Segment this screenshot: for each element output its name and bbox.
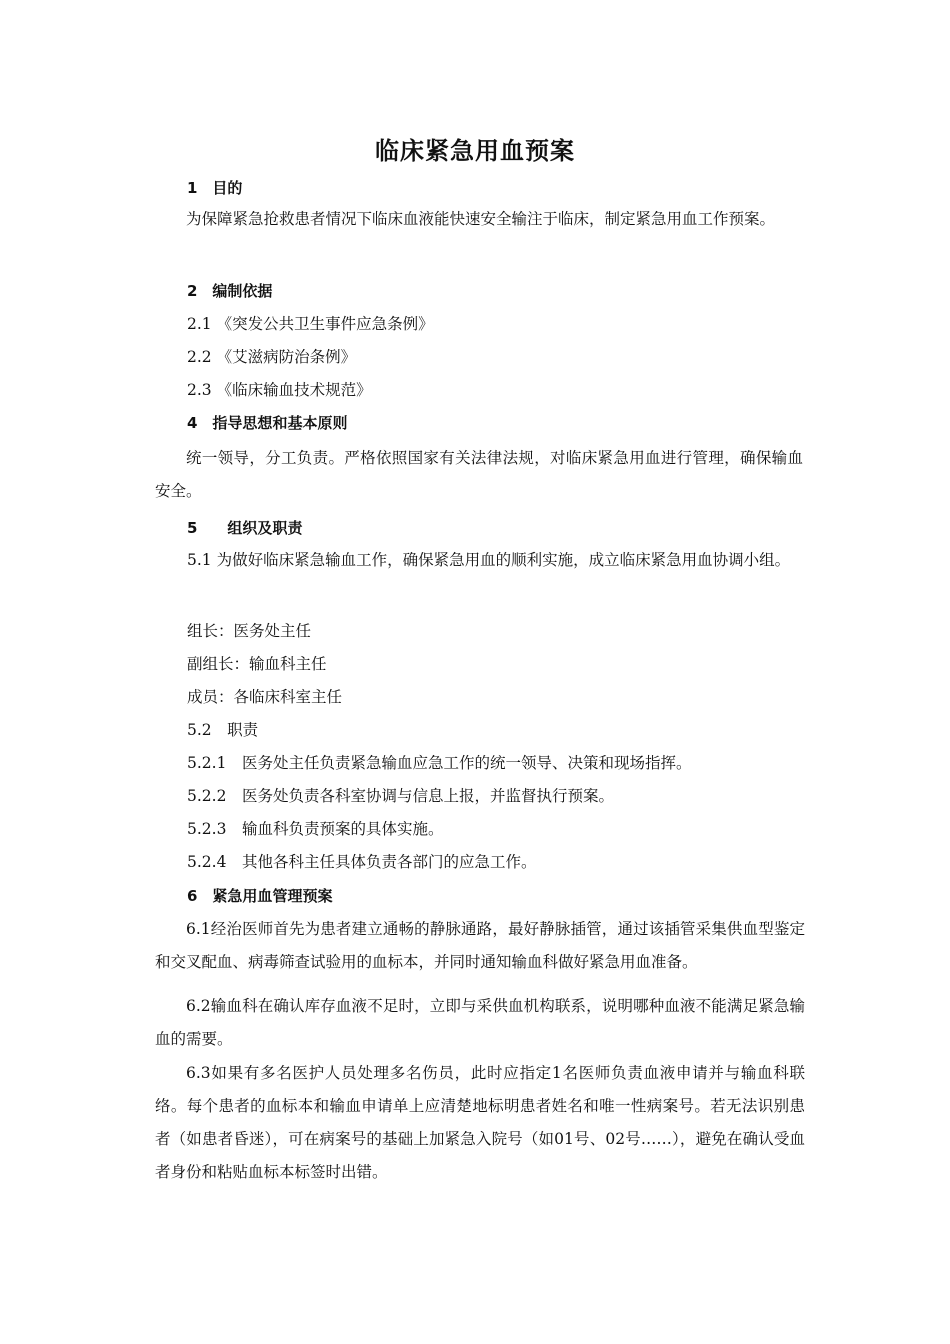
section-6-heading: 6 紧急用血管理预案 (187, 887, 333, 905)
section-2-item: 2.3 《临床输血技术规范》 (187, 381, 372, 399)
document-title: 临床紧急用血预案 (375, 137, 575, 165)
section-4-heading: 4 指导思想和基本原则 (187, 414, 348, 432)
duty-item: 5.2.3 输血科负责预案的具体实施。 (187, 820, 444, 838)
duty-item: 5.2.2 医务处负责各科室协调与信息上报，并监督执行预案。 (187, 787, 614, 805)
section-2-item: 2.1 《突发公共卫生事件应急条例》 (187, 315, 434, 333)
section-1-heading: 1 目的 (187, 179, 243, 197)
duty-item: 5.2.4 其他各科主任具体负责各部门的应急工作。 (187, 853, 537, 871)
section-6-2-text: 6.2输血科在确认库存血液不足时，立即与采供血机构联系，说明哪种血液不能满足紧急输血的需要。 (155, 997, 805, 1048)
section-2-heading: 2 编制依据 (187, 282, 273, 300)
member-deputy: 副组长：输血科主任 (187, 655, 327, 673)
section-5-2-heading: 5.2 职责 (187, 721, 259, 739)
section-6-1-text: 6.1经治医师首先为患者建立通畅的静脉通路，最好静脉插管，通过该插管采集供血型鉴定和交叉配血、病毒筛查试验用的血标本，并同时通知输血科做好紧急用血准备。 (155, 920, 805, 971)
member-staff: 成员：各临床科室主任 (187, 688, 343, 706)
section-6-3-text: 6.3如果有多名医护人员处理多名伤员，此时应指定1名医师负责血液申请并与输血科联络。每个患者的血标本和输血申请单上应清楚地标明患者姓名和唯一性病案号。若无法识别患者（如患者昏迷），可在病案号的基础上加紧急入院号（如01号、02号……），避免在确认受血者身份和粘贴血标本标签时出错。 (155, 1064, 805, 1181)
duty-item: 5.2.1 医务处主任负责紧急输血应急工作的统一领导、决策和现场指挥。 (187, 754, 692, 772)
section-2-item: 2.2 《艾滋病防治条例》 (187, 348, 357, 366)
section-5-heading: 5 组织及职责 (187, 519, 303, 537)
section-1-text: 为保障紧急抢救患者情况下临床血液能快速安全输注于临床，制定紧急用血工作预案。 (186, 210, 776, 228)
section-4-text: 统一领导，分工负责。严格依照国家有关法律法规，对临床紧急用血进行管理，确保输血安全。 (155, 449, 803, 500)
member-leader: 组长：医务处主任 (187, 622, 312, 640)
section-5-1-text: 5.1 为做好临床紧急输血工作，确保紧急用血的顺利实施，成立临床紧急用血协调小组。 (187, 551, 791, 569)
